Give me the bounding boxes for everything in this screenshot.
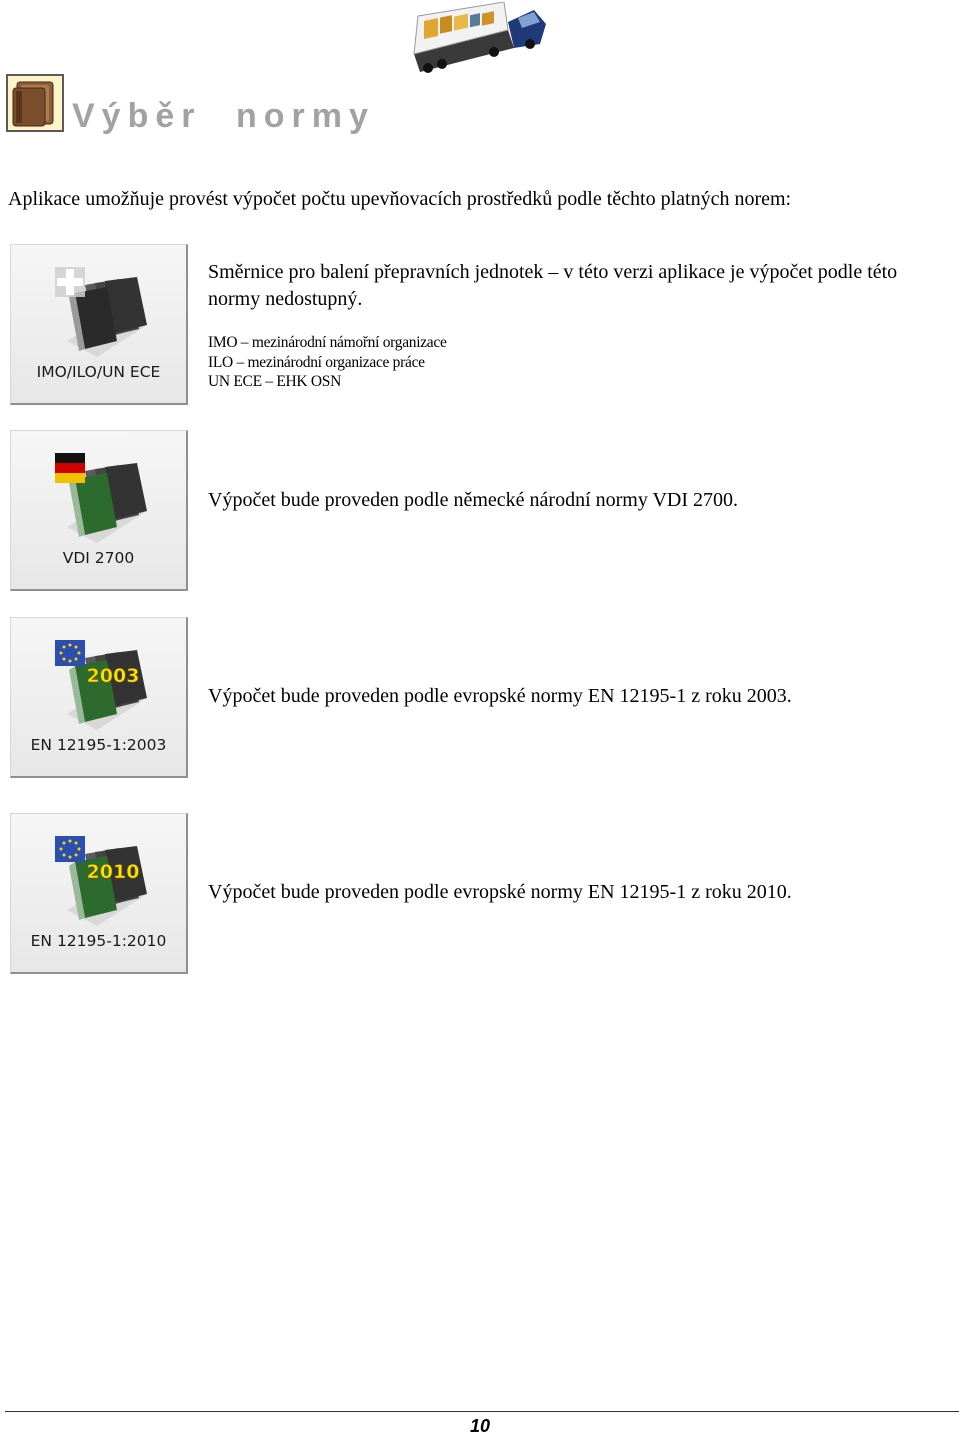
books-eu-flag-icon xyxy=(53,638,153,730)
norm-button-label: EN 12195-1:2003 xyxy=(30,736,167,754)
intro-text: Aplikace umožňuje provést výpočet počtu upevňovacích prostředků podle těchto platných norem: xyxy=(8,188,792,210)
norm-button-label: IMO/ILO/UN ECE xyxy=(36,363,161,381)
norm-button-label: VDI 2700 xyxy=(62,549,135,567)
norm-button-en-12195-2003[interactable] xyxy=(10,617,188,778)
year-badge: 2003 xyxy=(86,665,140,687)
norm-button-label: EN 12195-1:2010 xyxy=(30,932,167,950)
abbreviation-item: IMO – mezinárodní námořní organizace xyxy=(208,334,447,351)
norm-description: Výpočet bude proveden podle německé národní normy VDI 2700. xyxy=(208,489,739,511)
norm-button-imo-ilo-unece[interactable] xyxy=(10,244,188,405)
norm-description: Výpočet bude proveden podle evropské normy EN 12195-1 z roku 2010. xyxy=(208,881,792,903)
footer-divider xyxy=(5,1411,959,1412)
norm-description: Výpočet bude proveden podle evropské normy EN 12195-1 z roku 2003. xyxy=(208,685,792,707)
page-title: Výběr normy xyxy=(72,97,375,135)
norm-button-vdi-2700[interactable] xyxy=(10,430,188,591)
norm-description: Směrnice pro balení přepravních jednotek – v této verzi aplikace je výpočet podle této normy nedostupný. xyxy=(208,261,898,310)
page-number: 10 xyxy=(469,1416,491,1436)
year-badge: 2010 xyxy=(86,861,140,883)
books-german-flag-icon xyxy=(53,451,153,543)
abbreviation-item: ILO – mezinárodní organizace práce xyxy=(208,353,425,371)
books-eu-flag-icon xyxy=(53,834,153,926)
norm-button-en-12195-2010[interactable] xyxy=(10,813,188,974)
truck-icon xyxy=(410,2,552,76)
abbreviation-list xyxy=(208,333,447,392)
abbreviation-item: UN ECE – EHK OSN xyxy=(208,373,341,390)
books-plus-icon xyxy=(53,265,153,357)
books-icon xyxy=(6,74,64,132)
